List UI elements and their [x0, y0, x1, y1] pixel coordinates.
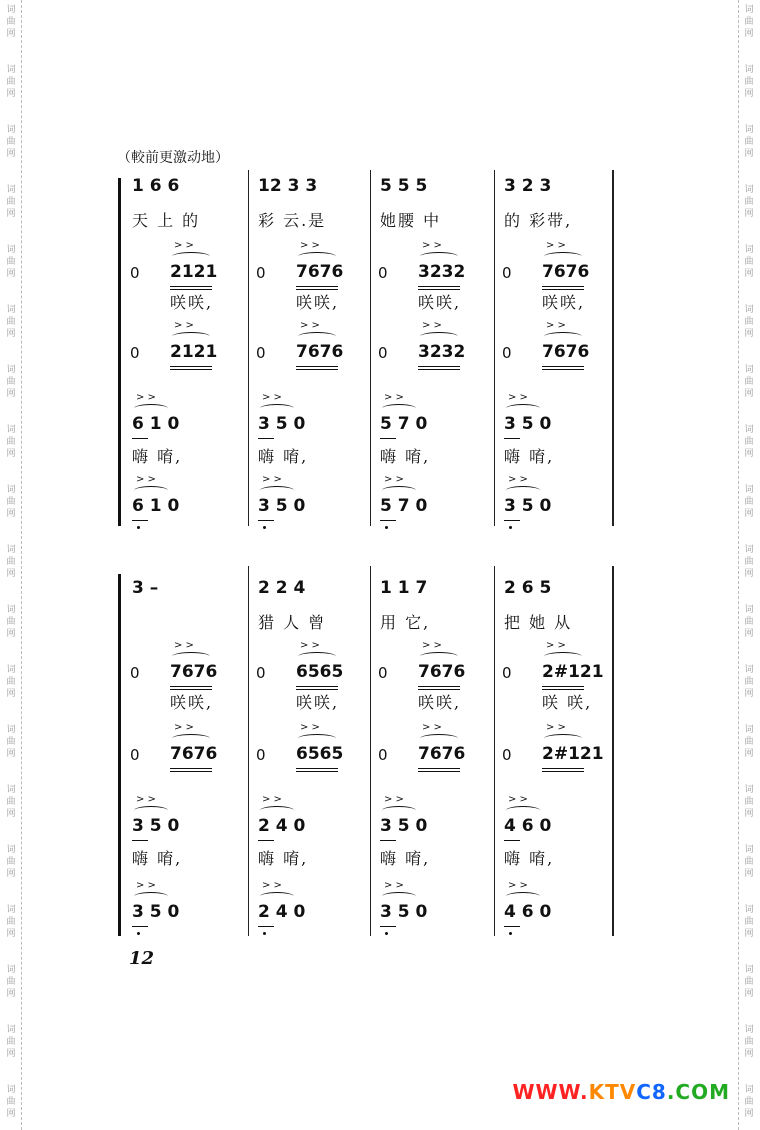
beam-underline [258, 520, 274, 521]
beam-underline [542, 369, 584, 370]
rest-zero: 0 [378, 664, 388, 682]
beam-underline [380, 520, 396, 521]
accent-mark: > > [422, 320, 442, 331]
slur-mark [544, 332, 582, 341]
slur-mark [544, 252, 582, 261]
voice-4-lyrics: 嗨 唷, [132, 849, 183, 868]
slur-mark [420, 332, 458, 341]
voice-2-lyrics: 咲咲, [542, 293, 586, 312]
slur-mark [544, 652, 582, 661]
accent-mark: > > [546, 640, 566, 651]
beam-underline [296, 369, 338, 370]
slur-mark [420, 734, 458, 743]
voice-4-notes: 3 5 0 [504, 414, 552, 434]
beam-underline [418, 686, 460, 687]
rest-zero: 0 [130, 664, 140, 682]
accent-mark: > > [384, 392, 404, 403]
voice-4-lyrics: 嗨 唷, [380, 447, 431, 466]
accent-mark: > > [136, 392, 156, 403]
tempo-marking: （較前更激动地） [117, 150, 229, 166]
site-logo[interactable] [512, 1080, 730, 1104]
voice-2-lyrics: 咲咲, [296, 293, 340, 312]
melody-notes: 3 2 3 [504, 176, 552, 196]
accent-mark: > > [174, 640, 194, 651]
watermark-mark: 词 曲 网 [744, 665, 754, 699]
voice-2-lyrics: 咲咲, [418, 693, 462, 712]
rest-zero: 0 [130, 344, 140, 362]
octave-dot [509, 932, 512, 935]
voice-3-notes: 2#121 [542, 744, 604, 764]
accent-mark: > > [262, 794, 282, 805]
beam-underline [542, 768, 584, 769]
rest-zero: 0 [378, 344, 388, 362]
voice-2-notes: 7676 [296, 262, 344, 282]
voice-5-notes: 3 5 0 [258, 496, 306, 516]
rest-zero: 0 [256, 344, 266, 362]
site-logo-part: WWW. [512, 1080, 589, 1104]
watermark-mark: 词 曲 网 [744, 1085, 754, 1119]
watermark-mark: 词 曲 网 [744, 125, 754, 159]
accent-mark: > > [508, 392, 528, 403]
voice-3-notes: 6565 [296, 744, 344, 764]
accent-mark: > > [300, 240, 320, 251]
watermark-mark: 词 曲 网 [6, 5, 16, 39]
accent-mark: > > [136, 880, 156, 891]
voice-2-lyrics: 咲咲, [170, 693, 214, 712]
slur-mark [260, 806, 294, 815]
slur-mark [172, 332, 210, 341]
voice-4-lyrics: 嗨 唷, [504, 849, 555, 868]
bar-line [612, 566, 614, 936]
accent-mark: > > [384, 794, 404, 805]
beam-underline [542, 771, 584, 772]
beam-underline [296, 686, 338, 687]
accent-mark: > > [546, 722, 566, 733]
watermark-mark: 词 曲 网 [744, 545, 754, 579]
watermark-mark: 词 曲 网 [744, 905, 754, 939]
voice-5-notes: 3 5 0 [380, 902, 428, 922]
watermark-mark: 词 曲 网 [744, 245, 754, 279]
voice-5-notes: 3 5 0 [132, 902, 180, 922]
slur-mark [172, 734, 210, 743]
watermark-mark: 词 曲 网 [744, 785, 754, 819]
melody-notes: 3 – [132, 578, 159, 598]
voice-4-notes: 2 4 0 [258, 816, 306, 836]
slur-mark [506, 404, 540, 413]
beam-underline [170, 768, 212, 769]
voice-2-lyrics: 咲 咲, [542, 693, 593, 712]
beam-underline [258, 438, 274, 439]
watermark-mark: 词 曲 网 [6, 305, 16, 339]
octave-dot [385, 526, 388, 529]
slur-mark [298, 332, 336, 341]
watermark-mark: 词 曲 网 [6, 365, 16, 399]
rest-zero: 0 [378, 264, 388, 282]
voice-5-notes: 4 6 0 [504, 902, 552, 922]
accent-mark: > > [508, 880, 528, 891]
watermark-mark: 词 曲 网 [744, 1025, 754, 1059]
voice-2-lyrics: 咲咲, [418, 293, 462, 312]
watermark-mark: 词 曲 网 [744, 725, 754, 759]
beam-underline [170, 286, 212, 287]
beam-underline [504, 840, 520, 841]
beam-underline [296, 366, 338, 367]
beam-underline [170, 686, 212, 687]
slur-mark [134, 486, 168, 495]
slur-mark [506, 892, 540, 901]
bar-line [494, 170, 495, 526]
voice-3-notes: 7676 [542, 342, 590, 362]
score-system-1 [118, 170, 608, 526]
voice-5-notes: 6 1 0 [132, 496, 180, 516]
page-number: 12 [129, 948, 155, 969]
beam-underline [132, 926, 148, 927]
rest-zero: 0 [256, 746, 266, 764]
beam-underline [132, 840, 148, 841]
lyric-line: 把 她 从 [504, 613, 573, 632]
voice-2-lyrics: 咲咲, [296, 693, 340, 712]
voice-2-notes: 6565 [296, 662, 344, 682]
watermark-mark: 词 曲 网 [744, 365, 754, 399]
voice-4-lyrics: 嗨 唷, [132, 447, 183, 466]
slur-mark [382, 892, 416, 901]
accent-mark: > > [174, 722, 194, 733]
beam-underline [542, 686, 584, 687]
beam-underline [504, 520, 520, 521]
bar-line [494, 566, 495, 936]
accent-mark: > > [384, 474, 404, 485]
rest-zero: 0 [256, 264, 266, 282]
voice-4-lyrics: 嗨 唷, [258, 447, 309, 466]
slur-mark [506, 806, 540, 815]
watermark-mark: 词 曲 网 [6, 125, 16, 159]
octave-dot [137, 526, 140, 529]
octave-dot [385, 932, 388, 935]
voice-2-lyrics: 咲咲, [170, 293, 214, 312]
slur-mark [134, 806, 168, 815]
left-watermark-strip [0, 0, 22, 1130]
site-logo-part: .COM [666, 1080, 730, 1104]
slur-mark [298, 252, 336, 261]
watermark-mark: 词 曲 网 [744, 425, 754, 459]
lyric-line: 她腰 中 [380, 211, 442, 230]
voice-3-notes: 7676 [296, 342, 344, 362]
rest-zero: 0 [502, 746, 512, 764]
accent-mark: > > [384, 880, 404, 891]
bar-line [612, 170, 614, 526]
beam-underline [380, 926, 396, 927]
rest-zero: 0 [130, 264, 140, 282]
beam-underline [504, 438, 520, 439]
beam-underline [380, 438, 396, 439]
voice-2-notes: 2#121 [542, 662, 604, 682]
beam-underline [504, 926, 520, 927]
beam-underline [418, 771, 460, 772]
voice-2-notes: 7676 [542, 262, 590, 282]
beam-underline [418, 768, 460, 769]
voice-2-notes: 7676 [170, 662, 218, 682]
beam-underline [170, 369, 212, 370]
system-bracket [118, 574, 121, 936]
lyric-line: 天 上 的 [132, 211, 201, 230]
melody-notes: 2 2 4 [258, 578, 306, 598]
watermark-mark: 词 曲 网 [6, 785, 16, 819]
lyric-line: 猎 人 曾 [258, 613, 327, 632]
rest-zero: 0 [502, 264, 512, 282]
watermark-mark: 词 曲 网 [6, 1085, 16, 1119]
accent-mark: > > [300, 320, 320, 331]
rest-zero: 0 [256, 664, 266, 682]
bar-line [248, 170, 249, 526]
voice-2-notes: 2121 [170, 262, 218, 282]
watermark-mark: 词 曲 网 [6, 965, 16, 999]
beam-underline [296, 771, 338, 772]
watermark-mark: 词 曲 网 [6, 425, 16, 459]
accent-mark: > > [508, 474, 528, 485]
voice-2-notes: 3232 [418, 262, 466, 282]
melody-notes: 12 3 3 [258, 176, 318, 196]
watermark-mark: 词 曲 网 [744, 5, 754, 39]
watermark-mark: 词 曲 网 [744, 485, 754, 519]
system-bracket [118, 178, 121, 526]
octave-dot [263, 932, 266, 935]
slur-mark [382, 486, 416, 495]
voice-5-notes: 3 5 0 [504, 496, 552, 516]
accent-mark: > > [262, 880, 282, 891]
watermark-mark: 词 曲 网 [6, 845, 16, 879]
beam-underline [418, 366, 460, 367]
lyric-line: 彩 云.是 [258, 211, 327, 230]
watermark-mark: 词 曲 网 [744, 965, 754, 999]
watermark-mark: 词 曲 网 [6, 725, 16, 759]
melody-notes: 2 6 5 [504, 578, 552, 598]
voice-3-notes: 2121 [170, 342, 218, 362]
slur-mark [506, 486, 540, 495]
beam-underline [258, 926, 274, 927]
slur-mark [172, 252, 210, 261]
watermark-mark: 词 曲 网 [6, 665, 16, 699]
slur-mark [260, 404, 294, 413]
beam-underline [296, 768, 338, 769]
beam-underline [418, 369, 460, 370]
watermark-mark: 词 曲 网 [6, 245, 16, 279]
rest-zero: 0 [502, 344, 512, 362]
melody-notes: 1 6 6 [132, 176, 180, 196]
watermark-mark: 词 曲 网 [744, 845, 754, 879]
accent-mark: > > [174, 240, 194, 251]
slur-mark [420, 652, 458, 661]
bar-line [370, 170, 371, 526]
accent-mark: > > [546, 240, 566, 251]
slur-mark [544, 734, 582, 743]
octave-dot [137, 932, 140, 935]
voice-4-notes: 3 5 0 [132, 816, 180, 836]
watermark-mark: 词 曲 网 [6, 545, 16, 579]
slur-mark [420, 252, 458, 261]
voice-4-notes: 6 1 0 [132, 414, 180, 434]
melody-notes: 5 5 5 [380, 176, 428, 196]
watermark-mark: 词 曲 网 [6, 65, 16, 99]
accent-mark: > > [262, 474, 282, 485]
accent-mark: > > [422, 640, 442, 651]
beam-underline [296, 286, 338, 287]
voice-3-notes: 3232 [418, 342, 466, 362]
voice-3-notes: 7676 [170, 744, 218, 764]
beam-underline [132, 438, 148, 439]
slur-mark [298, 734, 336, 743]
accent-mark: > > [262, 392, 282, 403]
voice-5-notes: 2 4 0 [258, 902, 306, 922]
rest-zero: 0 [502, 664, 512, 682]
watermark-mark: 词 曲 网 [744, 305, 754, 339]
watermark-mark: 词 曲 网 [6, 1025, 16, 1059]
beam-underline [542, 286, 584, 287]
voice-4-lyrics: 嗨 唷, [380, 849, 431, 868]
voice-4-notes: 3 5 0 [380, 816, 428, 836]
octave-dot [263, 526, 266, 529]
voice-4-notes: 4 6 0 [504, 816, 552, 836]
rest-zero: 0 [378, 746, 388, 764]
watermark-mark: 词 曲 网 [6, 485, 16, 519]
watermark-mark: 词 曲 网 [744, 605, 754, 639]
watermark-mark: 词 曲 网 [744, 65, 754, 99]
beam-underline [170, 771, 212, 772]
right-watermark-strip [738, 0, 760, 1130]
voice-4-notes: 3 5 0 [258, 414, 306, 434]
voice-3-notes: 7676 [418, 744, 466, 764]
score-system-2 [118, 566, 608, 936]
accent-mark: > > [422, 240, 442, 251]
slur-mark [134, 404, 168, 413]
lyric-line: 用 它, [380, 613, 431, 632]
slur-mark [260, 486, 294, 495]
beam-underline [132, 520, 148, 521]
bar-line [370, 566, 371, 936]
voice-2-notes: 7676 [418, 662, 466, 682]
watermark-mark: 词 曲 网 [744, 185, 754, 219]
site-logo-part: C8 [636, 1080, 667, 1104]
beam-underline [170, 366, 212, 367]
slur-mark [382, 404, 416, 413]
rest-zero: 0 [130, 746, 140, 764]
slur-mark [298, 652, 336, 661]
voice-4-lyrics: 嗨 唷, [504, 447, 555, 466]
site-logo-part: KTV [588, 1080, 637, 1104]
octave-dot [509, 526, 512, 529]
bar-line [248, 566, 249, 936]
slur-mark [382, 806, 416, 815]
beam-underline [380, 840, 396, 841]
accent-mark: > > [508, 794, 528, 805]
beam-underline [418, 286, 460, 287]
beam-underline [258, 840, 274, 841]
accent-mark: > > [546, 320, 566, 331]
accent-mark: > > [422, 722, 442, 733]
accent-mark: > > [300, 722, 320, 733]
accent-mark: > > [136, 474, 156, 485]
lyric-line: 的 彩带, [504, 211, 573, 230]
accent-mark: > > [136, 794, 156, 805]
watermark-mark: 词 曲 网 [6, 185, 16, 219]
beam-underline [542, 366, 584, 367]
voice-4-notes: 5 7 0 [380, 414, 428, 434]
accent-mark: > > [174, 320, 194, 331]
slur-mark [134, 892, 168, 901]
accent-mark: > > [300, 640, 320, 651]
watermark-mark: 词 曲 网 [6, 605, 16, 639]
melody-notes: 1 1 7 [380, 578, 428, 598]
voice-4-lyrics: 嗨 唷, [258, 849, 309, 868]
slur-mark [172, 652, 210, 661]
watermark-mark: 词 曲 网 [6, 905, 16, 939]
voice-5-notes: 5 7 0 [380, 496, 428, 516]
slur-mark [260, 892, 294, 901]
